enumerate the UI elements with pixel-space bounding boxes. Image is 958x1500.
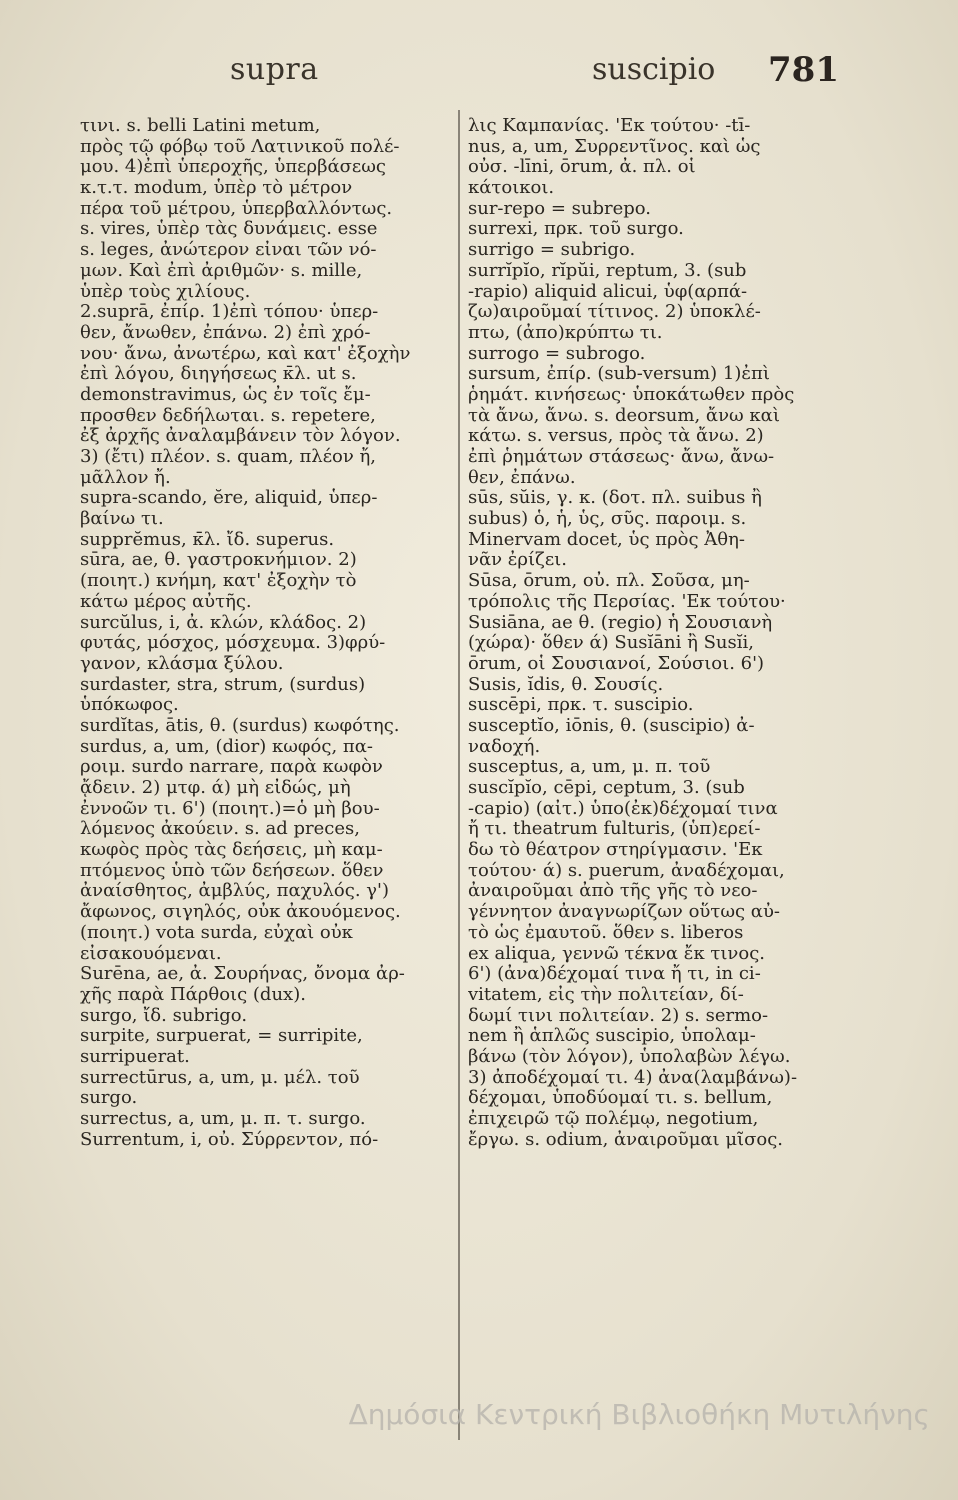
text-line: εἰσακουόμεναι. [80,943,222,964]
text-line: nem ἢ ἁπλῶς suscipio, ὑπολαμ- [468,1026,756,1047]
text-line: γέννητον ἀναγνωρίζων οὕτως αὐ- [468,902,780,923]
column-divider [458,110,460,1440]
text-line: (ποιητ.) κνήμη, κατ' ἐξοχὴν τὸ [80,571,357,592]
text-line: s. leges, ἀνώτερον εἶναι τῶν νό- [80,240,377,261]
text-line: 2.suprā, ἐπίρ. 1)ἐπὶ τόπου· ὑπερ- [80,302,379,323]
text-line: δέχομαι, ὑποδύομαί τι. s. bellum, [468,1088,773,1109]
text-line: χῆς παρὰ Πάρθοις (dux). [80,984,306,1005]
text-line: Minervam docet, ὗς πρὸς Ἀθη- [468,529,745,550]
text-line: βαίνω τι. [80,509,164,530]
text-line: τρόπολις τῆς Περσίας. 'Εκ τούτου· [468,591,786,612]
text-line: 3) ἀποδέχομαί τι. 4) ἀνα(λαμβάνω)- [468,1067,798,1088]
text-line: φυτάς, μόσχος, μόσχευμα. 3)φρύ- [80,633,386,654]
text-line: ναδοχή. [468,736,541,757]
text-line: ζω)αιροῦμαί τίτινος. 2) ὑποκλέ- [468,302,761,323]
text-line: ἄφωνος, σιγηλός, οὐκ ἀκουόμενος. [80,902,401,923]
text-line: Susis, ĭdis, θ. Σουσίς. [468,674,664,695]
text-line: κωφὸς πρὸς τὰς δεήσεις, μὴ καμ- [80,840,383,861]
text-line: μων. Καὶ ἐπὶ ἀριθμῶν· s. mille, [80,260,363,281]
text-line: προσθεν δεδήλωται. s. repetere, [80,405,376,426]
text-line: νᾶν ἐρίζει. [468,550,567,571]
text-line: ὑπόκωφος. [80,695,179,716]
text-line: (χώρα)· ὅθεν ά) Susĭāni ἢ Susĭi, [468,633,754,654]
left-column [80,116,452,1150]
text-line: surgo. [80,1088,138,1109]
text-line: κάτοικοι. [468,178,555,199]
text-line: vitatem, εἰς τὴν πολιτείαν, δί- [468,984,744,1005]
text-line: s. vires, ὑπὲρ τὰς δυνάμεις. esse [80,219,378,240]
text-line: surdus, a, um, (dior) κωφός, πα- [80,736,373,757]
text-line: surcŭlus, i, ἀ. κλών, κλάδος. 2) [80,612,367,633]
text-line: ᾄδειν. 2) μτφ. ά) μὴ εἰδώς, μὴ [80,778,351,798]
text-line: ὑπὲρ τοὺς χιλίους. [80,281,251,302]
text-line: ῥημάτ. κινήσεως· ὑποκάτωθεν πρὸς [468,384,795,405]
text-line: λόμενος ἀκούειν. s. ad preces, [80,819,360,840]
text-line: ἐπιχειρῶ τῷ πολέμῳ, negotium, [468,1109,759,1129]
text-line: sūs, sŭis, γ. κ. (δοτ. πλ. suibus ἢ [468,488,762,509]
text-line: τινι. s. belli Latini metum, [80,116,321,136]
text-line: ἐξ ἀρχῆς ἀναλαμβάνειν τὸν λόγον. [80,426,401,447]
text-line: ἔργω. s. odium, ἀναιροῦμαι μῖσος. [468,1129,784,1150]
text-line: μᾶλλον ἤ. [80,467,171,488]
text-line: κάτω. s. versus, πρὸς τὰ ἄνω. 2) [468,426,764,447]
text-line: surgo, ἴδ. subrigo. [80,1005,248,1026]
text-line: τούτου· ά) s. puerum, ἀναδέχομαι, [468,860,785,881]
text-line: (ποιητ.) vota surda, εὐχαὶ οὐκ [80,922,353,943]
text-line: πτόμενος ὑπὸ τῶν δεήσεων. ὅθεν [80,860,384,881]
page-number: 781 [768,50,839,90]
text-line: 3) (ἔτι) πλέον. s. quam, πλέον ἤ, [80,447,377,467]
text-line: ἐννοῶν τι. 6') (ποιητ.)=ὁ μὴ βου- [80,798,380,819]
text-line: surrectūrus, a, um, μ. μέλ. τοῦ [80,1067,360,1088]
text-line: ἐπὶ ῥημάτων στάσεως· ἄνω, ἄνω- [468,447,775,467]
text-line: suscēpi, πρκ. τ. suscipio. [468,695,694,716]
text-line: subus) ὁ, ἡ, ὗς, σῦς. παροιμ. s. [468,509,747,530]
text-line: νου· ἄνω, ἀνωτέρω, καὶ κατ' ἐξοχὴν [80,343,411,364]
text-line: supra-scando, ĕre, aliquid, ὑπερ- [80,488,378,509]
text-line: δω τὸ θέατρον στηρίγμασιν. 'Εκ [468,840,763,861]
text-line: surripuerat. [80,1046,190,1067]
text-line: 6') (ἀνα)δέχομαί τινα ἤ τι, in ci- [468,964,761,985]
library-watermark: Δημόσια Κεντρική Βιβλιοθήκη Μυτιλήνης [348,1398,930,1431]
text-line: susceptĭo, iōnis, θ. (suscipio) ἀ- [468,715,755,736]
text-line: sursum, ἐπίρ. (sub-versum) 1)ἐπὶ [468,364,770,385]
text-line: surdĭtas, ātis, θ. (surdus) κωφότης. [80,715,400,736]
text-line: πρὸς τῷ φόβῳ τοῦ Λατινικοῦ πολέ- [80,136,400,157]
text-line: sur-repo = subrepo. [468,198,652,219]
text-line: πτω, (ἀπο)κρύπτω τι. [468,322,663,343]
right-column [468,116,876,1150]
text-line: λις Καμπανίας. 'Εκ τούτου· -tī- [468,116,751,136]
text-line: surrĭpĭo, rĭpŭi, reptum, 3. (sub [468,260,747,281]
text-line: γανον, κλάσμα ξύλου. [80,653,284,674]
text-line: Susiāna, ae θ. (regio) ἡ Σουσιανὴ [468,612,773,633]
text-line: ἐπὶ λόγου, διηγήσεως κ̄λ. ut s. [80,364,357,385]
text-line: ἀναιροῦμαι ἀπὸ τῆς γῆς τὸ νεο- [468,881,758,902]
text-line: nus, a, um, Συρρεντῖνος. καὶ ὡς [468,136,761,157]
text-line: supprĕmus, κ̄λ. ἴδ. superus. [80,529,335,550]
text-line: surdaster, stra, strum, (surdus) [80,674,366,695]
text-line: Surrentum, i, οὐ. Σύρρεντον, πό- [80,1129,379,1150]
text-line: ex aliqua, γεννῶ τέκνα ἔκ τινος. [468,943,766,964]
text-line: surpite, surpuerat, = surripite, [80,1026,363,1047]
text-line: surrogo = subrogo. [468,343,646,364]
right-guide-word: suscipio [592,52,716,87]
text-line: κάτω μέρος αὐτῆς. [80,591,252,612]
text-line: μου. 4)ἐπὶ ὑπεροχῆς, ὑπερβάσεως [80,157,387,178]
text-line: surrexi, πρκ. τοῦ surgo. [468,219,684,240]
page-header [0,52,958,102]
text-line: ἀναίσθητος, ἀμβλύς, παχυλός. γ') [80,881,390,902]
text-line: Sūsa, ōrum, οὐ. πλ. Σοῦσα, μη- [468,571,750,592]
text-line: susceptus, a, um, μ. π. τοῦ [468,757,711,778]
text-line: demonstravimus, ὡς ἐν τοῖς ἔμ- [80,384,371,405]
text-line: ἤ τι. theatrum fulturis, (ὑπ)ερεί- [468,819,761,840]
text-line: Surēna, ae, ἀ. Σουρήνας, ὄνομα ἀρ- [80,964,405,985]
text-line: τὰ ἄνω, ἄνω. s. deorsum, ἄνω καὶ [468,405,780,426]
text-line: suscĭpĭo, cēpi, ceptum, 3. (sub [468,778,745,798]
text-line: πέρα τοῦ μέτρου, ὑπερβαλλόντως. [80,198,393,219]
text-line: οὐσ. -līni, ōrum, ἀ. πλ. οἱ [468,157,696,178]
left-guide-word: supra [230,52,319,87]
text-line: ōrum, οἱ Σουσιανοί, Σούσιοι. 6') [468,653,765,674]
text-line: θεν, ἄνωθεν, ἐπάνω. 2) ἐπὶ χρό- [80,322,371,343]
text-line: βάνω (τὸν λόγον), ὑπολαβὼν λέγω. [468,1046,791,1067]
text-line: δωμί τινι πολιτείαν. 2) s. sermo- [468,1005,769,1026]
text-line: -capio) (αἰτ.) ὑπο(ἐκ)δέχομαί τινα [468,798,778,819]
text-line: sūra, ae, θ. γαστροκνήμιον. 2) [80,550,357,571]
text-line: τὸ ὡς ἐμαυτοῦ. ὅθεν s. liberos [468,922,744,943]
text-line: surrigo = subrigo. [468,240,636,261]
text-line: κ.τ.τ. modum, ὑπὲρ τὸ μέτρον [80,178,353,199]
text-line: θεν, ἐπάνω. [468,467,576,488]
text-line: surrectus, a, um, μ. π. τ. surgo. [80,1109,366,1129]
text-line: -rapio) aliquid alicui, ὑφ(αρπά- [468,281,748,302]
text-line: ροιμ. surdo narrare, παρὰ κωφὸν [80,757,383,778]
